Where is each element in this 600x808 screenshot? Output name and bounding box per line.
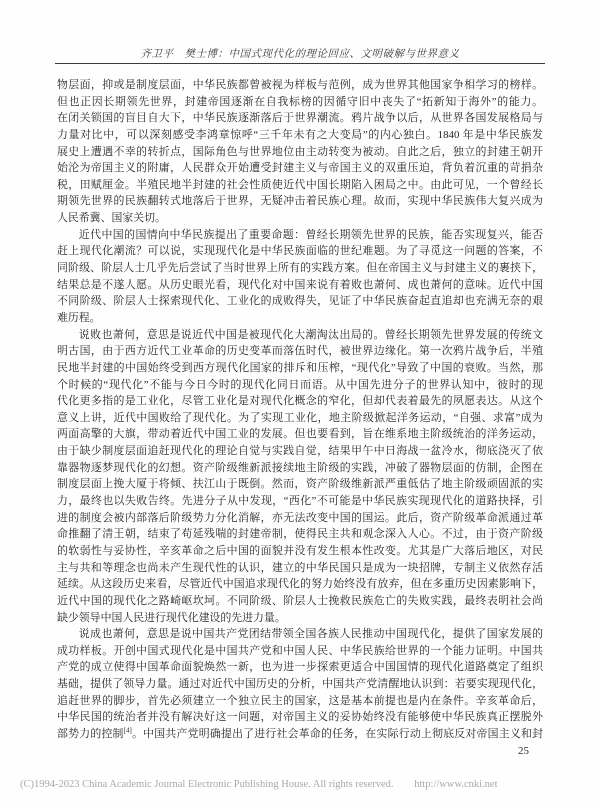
text-line: 进的制度会被内部落后阶级势力分化消解，亦无法改变中国的国运。此后，资产阶级革命派通过革	[57, 511, 543, 524]
text-line: 说成也萧何，意思是说中国共产党团结带领全国各族人民推动中国现代化，提供了国家发展的	[78, 628, 543, 641]
text-line: 民地半封建的中国始终受到西方现代化国家的排斥和压榨，“现代化”导致了中国的衰败。当然，那	[57, 361, 543, 374]
text-line: 个时候的“现代化”不能与今日今时的现代化同日而语。从中国先进分子的世界认知中，彼时的现	[57, 378, 543, 391]
text-line: 追赶世界的脚步，首先必须建立一个独立民主的国家，这是基本前提也是内在条件。辛亥革命后，	[57, 694, 543, 707]
text-line: 在闭关锁国的盲目自大下，中华民族逐渐落后于世界潮流。鸦片战争以后，从世界各国发展格局与	[57, 112, 543, 125]
running-header	[57, 46, 543, 61]
text-line: 难历程。	[57, 311, 101, 324]
cnki-url: http://www.cnki.net	[414, 779, 498, 790]
text-line: 明古国，由于西方近代工业革命的历史变革而落伍时代，被世界边缘化。第一次鸦片战争后，半殖	[57, 345, 543, 358]
page-number	[57, 745, 529, 757]
running-title: 齐卫平 樊士博：中国式现代化的理论回应、文明破解与世界意义	[140, 49, 460, 60]
text-line: 意义上讲，近代中国败给了现代化。为了实现工业化，地主阶级掀起洋务运动，“自强、求富”成为	[57, 411, 543, 424]
header-rule	[55, 63, 545, 64]
text-line: 始沦为帝国主义的附庸，人民群众开始遭受封建主义与帝国主义的双重压迫，背负着沉重的苛捐杂	[57, 162, 543, 175]
text-line: 命推翻了清王朝，结束了苟延残喘的封建帝制，使得民主共和观念深入人心。不过，由于资产阶级	[57, 528, 543, 541]
text-line: 靠器物逐梦现代化的幻想。资产阶级维新派接续地主阶级的实践，冲破了器物层面的仿制，企图在	[57, 461, 543, 474]
footnote-ref: [4]	[123, 726, 132, 735]
text-line: 人民希冀、国家关切。	[57, 212, 166, 225]
text-line: 不同阶级、阶层人士探索现代化、工业化的成败得失，见证了中华民族奋起直追却也充满无奈的艰	[57, 295, 543, 308]
text-line: 制度层面上挽大厦于将倾、扶江山于既倒。然而，资产阶级维新派严重低估了地主阶级顽固派的实	[57, 478, 543, 491]
text-line: 产党的成立使得中国革命面貌焕然一新，也为进一步探索更适合中国国情的现代化道路奠定了组织	[57, 661, 543, 674]
text-line: 代化更多指的是工业化，尽管工业化是对现代化概念的窄化，但却代表着最先的夙愿表达。从这个	[57, 395, 543, 408]
footer-copyright-bar	[20, 779, 580, 790]
copyright-text: (C)1994-2023 China Academic Journal Electronic Publishing House. All rights reserved.	[20, 779, 394, 790]
text-line: 缺少领导中国人民进行现代化建设的先进力量。	[57, 611, 286, 624]
body-text	[57, 77, 543, 743]
text-line: 说败也萧何，意思是说近代中国是被现代化大潮淘汰出局的。曾经长期领先世界发展的传统文	[78, 328, 543, 341]
text-line: 部势力的控制[4]。中国共产党明确提出了进行社会革命的任务，在实际行动上彻底反对帝国主义和封	[57, 726, 543, 740]
text-line: 同阶级、阶层人士几乎先后尝试了当时世界上所有的实践方案。但在帝国主义与封建主义的裹挟下，	[57, 262, 543, 275]
text-line: 力，最终也以失败告终。先进分子从中发现，“西化”不可能是中华民族实现现代化的道路抉择，引	[57, 495, 543, 508]
text-line: 成功样板。开创中国式现代化是中国共产党和中国人民、中华民族给世界的一个能力证明。中国共	[57, 644, 543, 657]
text-line: 近代中国的现代化之路崎岖坎坷。不同阶级、阶层人士挽救民族危亡的失败实践，最终表明社会尚	[57, 594, 543, 607]
text-line: 力量对比中，可以深刻感受李鸿章惊呼“三千年未有之大变局”的内心独白。1840 年是中华民族发	[57, 128, 543, 141]
text-line: 物层面，抑或是制度层面，中华民族都曾被视为样板与范例，成为世界其他国家争相学习的榜样。	[57, 79, 543, 91]
text-line: 基础，提供了领导力量。通过对近代中国历史的分析，中国共产党清醒地认识到：若要实现现代化，	[57, 678, 543, 691]
text-line: 展史上遭遇不幸的转折点，国际角色与世界地位由主动转变为被动。自此之后，独立的封建王朝开	[57, 145, 543, 158]
text-line: 延续。从这段历史来看，尽管近代中国追求现代化的努力始终没有放弃，但在多重历史因素影响下，	[57, 578, 543, 591]
text-line: 中华民国的统治者并没有解决好这一问题，对帝国主义的妥协始终没有能够使中华民族真正摆脱外	[57, 711, 543, 724]
text-line: 税，田赋厘金。半殖民地半封建的社会性质使近代中国长期陷入困局之中。由此可见，一个曾经长	[57, 178, 543, 191]
text-line: 但也正因长期领先世界，封建帝国逐渐在自我标榜的因循守旧中丧失了“拓新知于海外”的能力。	[57, 95, 543, 108]
text-line: 近代中国的国情向中华民族提出了重要命题：曾经长期领先世界的民族，能否实现复兴，能否	[78, 228, 543, 241]
text-line: 结果总是不遂人愿。从历史眼光看，现代化对中国来说有着败也萧何、成也萧何的意味。近代中国	[57, 278, 543, 291]
text-line: 由于缺少制度层面追赶现代化的理论自觉与实践自觉，结果甲午中日海战一盆冷水，彻底浇灭了依	[57, 445, 543, 458]
text-line: 两面高擎的大旗，带动着近代中国工业的发展。但也要看到，旨在维系地主阶级统治的洋务运动，	[57, 428, 543, 441]
text-line: 赶上现代化潮流？可以说，实现现代化是中华民族面临的世纪难题。为了寻觅这一问题的答案，不	[57, 245, 543, 258]
text-line: 的软弱性与妥协性，辛亥革命之后中国的面貌并没有发生根本性改变。尤其是广大落后地区，对民	[57, 544, 543, 557]
text-line: 期领先世界的民族翻转式地落后于世界，无疑冲击着民族心理。故而，实现中华民族伟大复兴成为	[57, 195, 543, 208]
page-number-value: 25	[518, 745, 529, 757]
text-line: 主与共和等理念也尚未产生现代性的认识，建立的中华民国只是成为一块招牌，专制主义依然存活	[57, 561, 543, 574]
